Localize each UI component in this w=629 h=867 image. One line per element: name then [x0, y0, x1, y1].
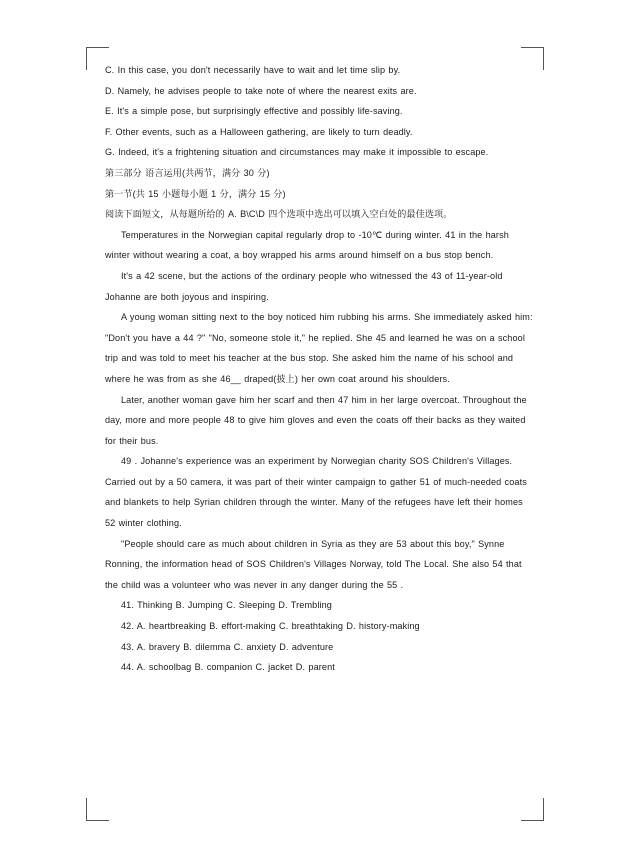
instruction-text: 阅读下面短文，从每题所给的 A. B\C\D 四个选项中选出可以填入空白处的最佳选项。 [105, 209, 453, 220]
question-41: 41. Thinking B. Jumping C. Sleeping D. Trembling [121, 600, 332, 611]
paragraph-option-c: C. In this case, you don't necessarily have to wait and let time slip by. [105, 65, 401, 75]
passage-paragraph-3: A young woman sitting next to the boy noticed him rubbing his arms. She immediately asked him: "Don't you have a 44 ?" "No, someone stole it," he replied. She 45 and learned he was on a school trip and was told to meet his teacher at the bus stop. She asked him the name of his school and where he was from as she 46__ draped(披上) her own coat around his shoulders. [105, 312, 533, 384]
passage-paragraph-6: "People should care as much about children in Syria as they are 53 about this boy," Synne Ronning, the information head of SOS Children's Villages Norway, told The Local. She also 54 that the child was a volunteer who was never in any danger during the 55 . [105, 538, 522, 590]
question-43: 43. A. bravery B. dilemma C. anxiety D. adventure [121, 641, 334, 652]
passage-paragraph-1: Temperatures in the Norwegian capital regularly drop to -10℃ during winter. 41 in the harsh winter without wearing a coat, a boy wrapped his arms around himself on a bus stop bench. [105, 229, 509, 261]
question-44: 44. A. schoolbag B. companion C. jacket D. parent [121, 662, 335, 673]
document-body [105, 60, 533, 678]
paragraph-option-e: E. It's a simple pose, but surprisingly effective and possibly life-saving. [105, 106, 403, 117]
heading-section-three: 第三部分 语言运用(共两节，满分 30 分) [105, 167, 270, 178]
heading-section-one: 第一节(共 15 小题每小题 1 分，满分 15 分) [105, 188, 286, 199]
passage-paragraph-4: Later, another woman gave him her scarf and then 47 him in her large overcoat. Throughout the day, more and more people 48 to give him gloves and even the coats off their backs as they waited for their bus. [105, 394, 527, 446]
paragraph-option-f: F. Other events, such as a Halloween gathering, are likely to turn deadly. [105, 126, 413, 137]
paragraph-option-d: D. Namely, he advises people to take note of where the nearest exits are. [105, 85, 417, 96]
question-42: 42. A. heartbreaking B. effort-making C. breathtaking D. history-making [121, 621, 420, 632]
crop-mark-bottom-left [86, 798, 109, 821]
paragraph-option-g: G. Indeed, it's a frightening situation and circumstances may make it impossible to escape. [105, 147, 489, 158]
passage-paragraph-2: It's a 42 scene, but the actions of the ordinary people who witnessed the 43 of 11-year-old Johanne are both joyous and inspiring. [105, 270, 503, 302]
crop-mark-bottom-right [521, 798, 544, 821]
passage-paragraph-5: 49 . Johanne's experience was an experiment by Norwegian charity SOS Children's Villages. Carried out by a 50 camera, it was part of their winter campaign to gather 51 of much-needed coats and blankets to help Syrian children through the winter. Many of the refugees have left their homes 52 winter clothing. [105, 456, 527, 529]
